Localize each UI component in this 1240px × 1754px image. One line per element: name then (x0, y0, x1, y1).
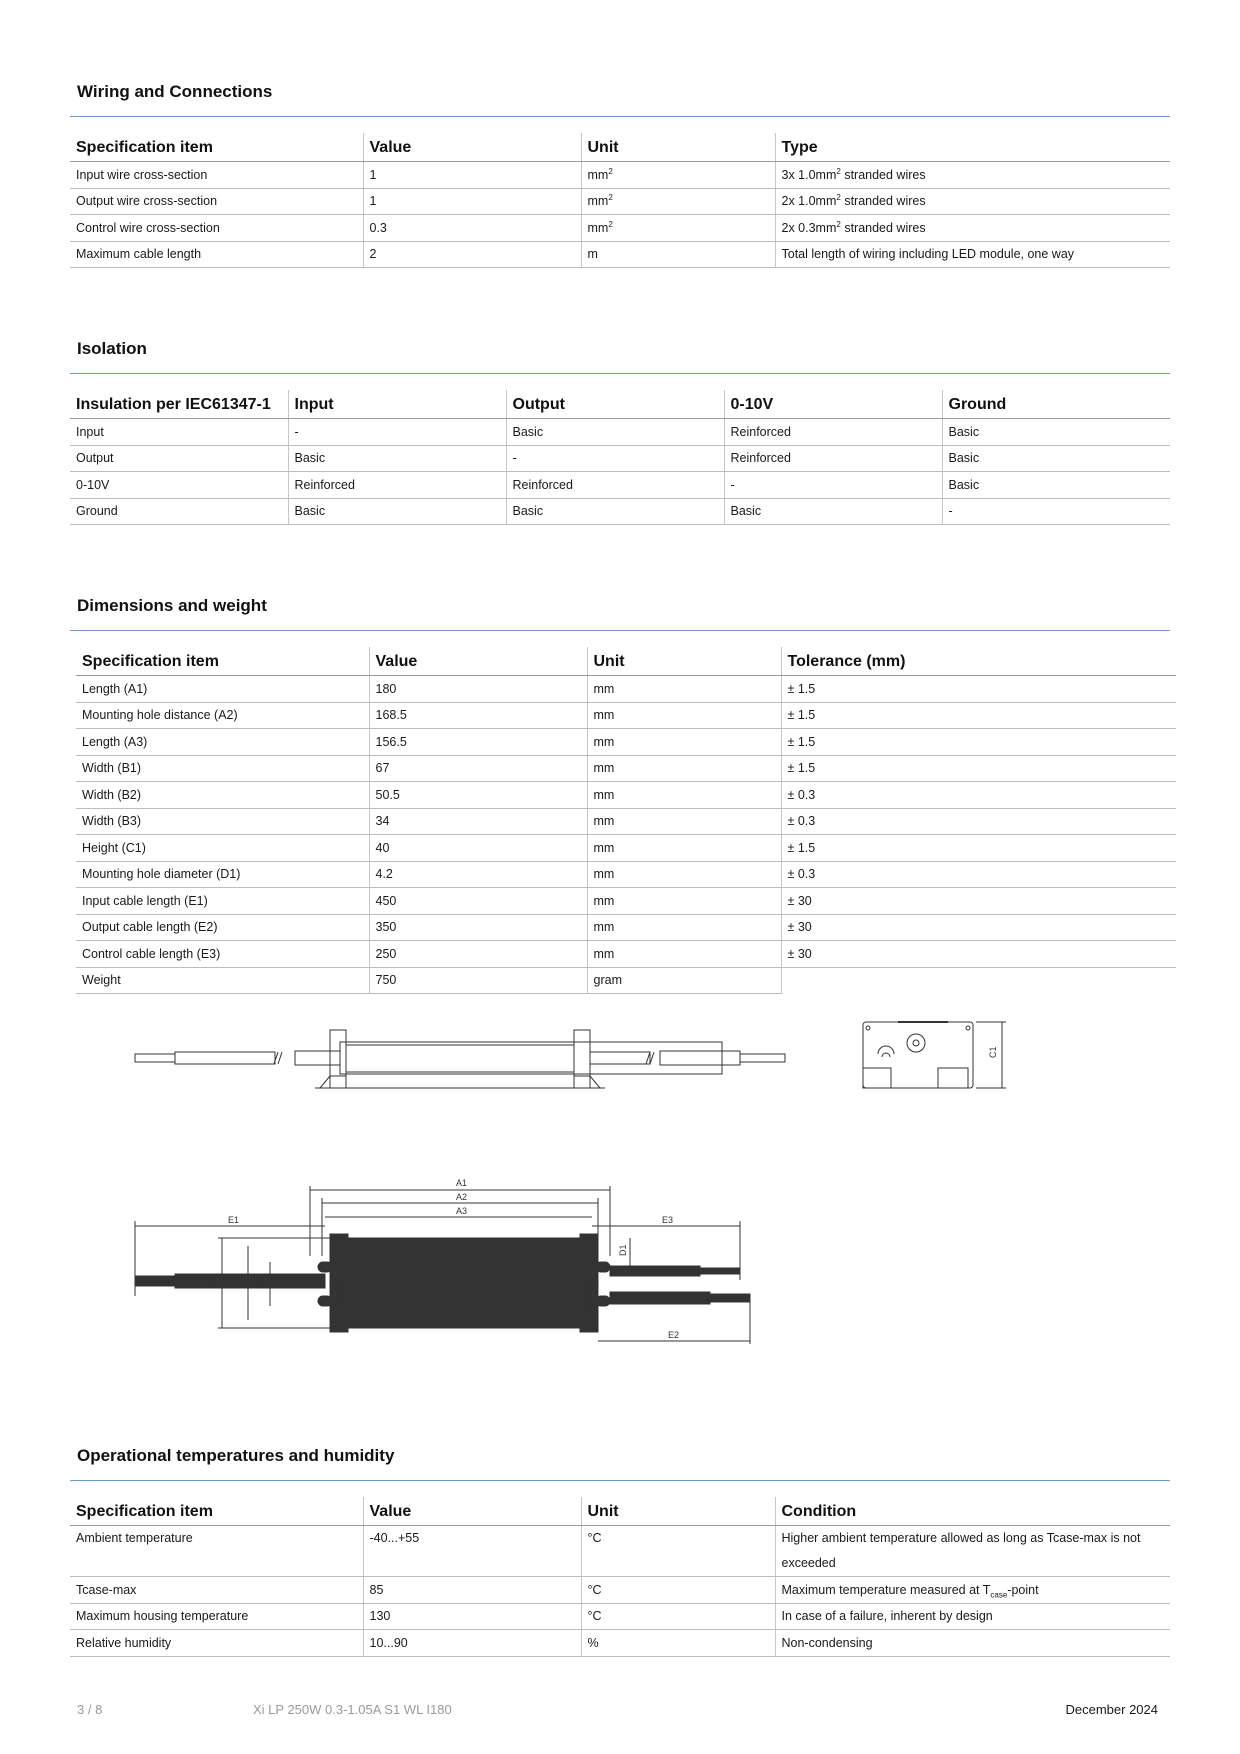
spec-item-cell: Ambient temperature (70, 1526, 363, 1577)
insulation-cell: - (506, 445, 724, 472)
spec-item-cell: Tcase-max (70, 1577, 363, 1604)
tolerance-cell: ± 0.3 (781, 782, 1176, 809)
value-cell: 250 (369, 941, 587, 968)
unit-cell (581, 162, 775, 189)
insulation-cell: Reinforced (506, 472, 724, 499)
table-row (70, 215, 1170, 242)
insulation-cell: - (724, 472, 942, 499)
value-cell: 2 (363, 241, 581, 268)
table-row (76, 755, 1176, 782)
column-header: Ground (942, 390, 1170, 419)
type-text: 2x 1.0mm (781, 194, 837, 209)
unit-cell: % (581, 1630, 775, 1657)
insulation-cell: Basic (506, 498, 724, 525)
spec-item-cell: Maximum housing temperature (70, 1603, 363, 1630)
unit-cell: mm (587, 702, 781, 729)
brand-label-right: PHILIPS (582, 1275, 592, 1311)
spec-item-cell: Width (B2) (76, 782, 369, 809)
type-superscript: 2 (836, 166, 841, 176)
isolation-title: Isolation (70, 339, 1170, 374)
table-row (76, 941, 1176, 968)
table-header-row (70, 390, 1170, 419)
insulation-cell: Reinforced (724, 445, 942, 472)
value-cell: 1 (363, 162, 581, 189)
type-text: Total length of wiring including LED module, one way (781, 247, 1075, 262)
brand-label-left: PHILIPS (336, 1276, 346, 1312)
dimensions-table (76, 647, 1176, 994)
column-header: Specification item (70, 133, 363, 162)
condition-text-suffix: -point (1007, 1582, 1039, 1597)
unit-superscript: 2 (608, 166, 613, 176)
dimension-label-e1: E1 (228, 1215, 240, 1225)
value-cell: 180 (369, 676, 587, 703)
insulation-cell: Basic (724, 498, 942, 525)
unit-superscript: 2 (608, 193, 613, 203)
spec-item-cell: Relative humidity (70, 1630, 363, 1657)
table-row (76, 729, 1176, 756)
isolation-table (70, 390, 1170, 525)
value-cell: 156.5 (369, 729, 587, 756)
value-cell: 10...90 (363, 1630, 581, 1657)
insulation-cell: Basic (288, 445, 506, 472)
value-cell: 0.3 (363, 215, 581, 242)
column-header: Value (369, 647, 587, 676)
table-row (70, 1630, 1170, 1657)
dimension-label-c1: C1 (988, 1046, 998, 1058)
unit-cell (581, 215, 775, 242)
operational-title: Operational temperatures and humidity (70, 1446, 1170, 1481)
dimensions-title: Dimensions and weight (70, 596, 1170, 631)
column-header: Unit (581, 1497, 775, 1526)
type-cell (775, 162, 1170, 189)
table-row (76, 782, 1176, 809)
tolerance-cell: ± 1.5 (781, 702, 1176, 729)
side-view-drawing (130, 1020, 790, 1100)
spec-item-cell: Length (A3) (76, 729, 369, 756)
output-cable (590, 1051, 785, 1065)
unit-text: m (587, 247, 598, 262)
condition-cell (775, 1577, 1170, 1604)
dimension-label-a2: A2 (456, 1192, 468, 1202)
insulation-cell: Basic (942, 445, 1170, 472)
table-row (70, 1526, 1170, 1577)
dimension-label-a3: A3 (456, 1206, 468, 1216)
spec-item-cell: Width (B1) (76, 755, 369, 782)
type-cell (775, 241, 1170, 268)
insulation-cell: - (288, 419, 506, 446)
spec-item-cell: Width (B3) (76, 808, 369, 835)
tolerance-cell: ± 1.5 (781, 676, 1176, 703)
unit-text: mm (587, 167, 609, 182)
type-text: 3x 1.0mm (781, 167, 837, 182)
wiring-title: Wiring and Connections (70, 82, 1170, 117)
operational-section (70, 1446, 1170, 1657)
publication-date: December 2024 (1065, 1702, 1158, 1717)
condition-cell (775, 1630, 1170, 1657)
table-row (70, 188, 1170, 215)
type-cell (775, 215, 1170, 242)
insulation-cell: - (942, 498, 1170, 525)
table-row (70, 419, 1170, 446)
spec-item-cell: Maximum cable length (70, 241, 363, 268)
type-cell (775, 188, 1170, 215)
table-row (76, 967, 1176, 994)
value-cell: 34 (369, 808, 587, 835)
tolerance-cell: ± 1.5 (781, 729, 1176, 756)
unit-text: mm (587, 220, 609, 235)
table-row (76, 835, 1176, 862)
type-text-suffix: stranded wires (840, 220, 926, 235)
type-superscript: 2 (836, 193, 841, 203)
value-cell: 450 (369, 888, 587, 915)
tolerance-cell: ± 30 (781, 941, 1176, 968)
column-header: Tolerance (mm) (781, 647, 1176, 676)
dimension-label-e3: E3 (662, 1215, 674, 1225)
value-cell: 1 (363, 188, 581, 215)
unit-cell: mm (587, 914, 781, 941)
spec-item-cell: Control cable length (E3) (76, 941, 369, 968)
tolerance-cell: ± 0.3 (781, 808, 1176, 835)
table-row (76, 702, 1176, 729)
unit-cell: gram (587, 967, 781, 994)
spec-item-cell: Control wire cross-section (70, 215, 363, 242)
table-row (70, 1577, 1170, 1604)
product-name: Xi LP 250W 0.3-1.05A S1 WL I180 (253, 1702, 452, 1717)
condition-text: Maximum temperature measured at T (781, 1582, 991, 1597)
unit-text: mm (587, 194, 609, 209)
spec-item-cell: Input cable length (E1) (76, 888, 369, 915)
spec-item-cell: Input wire cross-section (70, 162, 363, 189)
spec-item-cell: Mounting hole distance (A2) (76, 702, 369, 729)
column-header: Type (775, 133, 1170, 162)
column-header: Value (363, 1497, 581, 1526)
unit-cell: mm (587, 941, 781, 968)
type-text: 2x 0.3mm (781, 220, 837, 235)
column-header: Output (506, 390, 724, 419)
wiring-section (70, 82, 1170, 268)
spec-item-cell: Height (C1) (76, 835, 369, 862)
table-row (76, 914, 1176, 941)
wireless-icon (878, 1046, 894, 1057)
tolerance-cell: ± 30 (781, 888, 1176, 915)
dimension-label-d1: D1 (618, 1244, 628, 1256)
table-header-row (76, 647, 1176, 676)
table-row (70, 445, 1170, 472)
column-header: Specification item (70, 1497, 363, 1526)
value-cell: -40...+55 (363, 1526, 581, 1577)
unit-cell: °C (581, 1577, 775, 1604)
insulation-cell: Basic (506, 419, 724, 446)
insulation-cell: Basic (288, 498, 506, 525)
type-text-suffix: stranded wires (840, 194, 926, 209)
unit-cell (581, 188, 775, 215)
table-row (76, 808, 1176, 835)
type-superscript: 2 (836, 219, 841, 229)
value-cell: 50.5 (369, 782, 587, 809)
unit-cell: mm (587, 729, 781, 756)
column-header: 0-10V (724, 390, 942, 419)
unit-cell: mm (587, 782, 781, 809)
dimensions-section (70, 596, 1170, 994)
tolerance-cell: ± 1.5 (781, 835, 1176, 862)
unit-cell: mm (587, 888, 781, 915)
condition-cell (775, 1526, 1170, 1577)
value-cell: 85 (363, 1577, 581, 1604)
tolerance-cell: ± 30 (781, 914, 1176, 941)
condition-text: Higher ambient temperature allowed as long as Tcase-max is not exceeded (781, 1531, 1141, 1570)
table-header-row (70, 1497, 1170, 1526)
value-cell: 168.5 (369, 702, 587, 729)
unit-cell: mm (587, 861, 781, 888)
condition-text: Non-condensing (781, 1635, 873, 1650)
insulation-cell: Basic (942, 472, 1170, 499)
table-header-row (70, 133, 1170, 162)
spec-item-cell: Output cable length (E2) (76, 914, 369, 941)
column-header: Unit (581, 133, 775, 162)
value-cell: 40 (369, 835, 587, 862)
table-row (76, 888, 1176, 915)
unit-superscript: 2 (608, 219, 613, 229)
spec-item-cell: Weight (76, 967, 369, 994)
operational-table (70, 1497, 1170, 1657)
row-label-cell: Output (70, 445, 288, 472)
column-header: Unit (587, 647, 781, 676)
tolerance-cell (781, 967, 1176, 994)
column-header: Insulation per IEC61347-1 (70, 390, 288, 419)
top-view-drawing (130, 1176, 790, 1356)
page-number: 3 / 8 (77, 1702, 103, 1717)
tolerance-cell: ± 0.3 (781, 861, 1176, 888)
column-header: Input (288, 390, 506, 419)
unit-cell: °C (581, 1603, 775, 1630)
row-label-cell: Input (70, 419, 288, 446)
condition-subscript: case (990, 1590, 1008, 1600)
unit-cell: mm (587, 676, 781, 703)
condition-text: In case of a failure, inherent by design (781, 1609, 993, 1624)
spec-item-cell: Output wire cross-section (70, 188, 363, 215)
column-header: Condition (775, 1497, 1170, 1526)
unit-cell (581, 241, 775, 268)
dimension-label-b1: B1 (206, 1276, 216, 1288)
unit-cell: °C (581, 1526, 775, 1577)
condition-cell (775, 1603, 1170, 1630)
spec-item-cell: Length (A1) (76, 676, 369, 703)
table-row (70, 1603, 1170, 1630)
insulation-cell: Reinforced (724, 419, 942, 446)
dimension-label-b3: B3 (256, 1276, 266, 1288)
type-text-suffix: stranded wires (840, 167, 926, 182)
dimension-label-a1: A1 (456, 1178, 468, 1188)
input-cable (135, 1051, 340, 1065)
unit-cell: mm (587, 808, 781, 835)
insulation-cell: Basic (942, 419, 1170, 446)
dimension-label-e2: E2 (668, 1330, 680, 1340)
spec-item-cell: Mounting hole diameter (D1) (76, 861, 369, 888)
insulation-cell: Reinforced (288, 472, 506, 499)
isolation-section (70, 339, 1170, 525)
unit-cell: mm (587, 835, 781, 862)
table-row (70, 498, 1170, 525)
table-row (70, 162, 1170, 189)
value-cell: 67 (369, 755, 587, 782)
row-label-cell: Ground (70, 498, 288, 525)
unit-cell: mm (587, 755, 781, 782)
table-row (70, 241, 1170, 268)
value-cell: 750 (369, 967, 587, 994)
housing-body (315, 1030, 722, 1088)
wiring-table (70, 133, 1170, 268)
table-row (76, 861, 1176, 888)
column-header: Specification item (76, 647, 369, 676)
value-cell: 4.2 (369, 861, 587, 888)
end-view-drawing (858, 1016, 1018, 1096)
value-cell: 350 (369, 914, 587, 941)
tolerance-cell: ± 1.5 (781, 755, 1176, 782)
column-header: Value (363, 133, 581, 162)
value-cell: 130 (363, 1603, 581, 1630)
table-row (70, 472, 1170, 499)
dimension-label-b2: B2 (234, 1276, 244, 1288)
table-row (76, 676, 1176, 703)
row-label-cell: 0-10V (70, 472, 288, 499)
